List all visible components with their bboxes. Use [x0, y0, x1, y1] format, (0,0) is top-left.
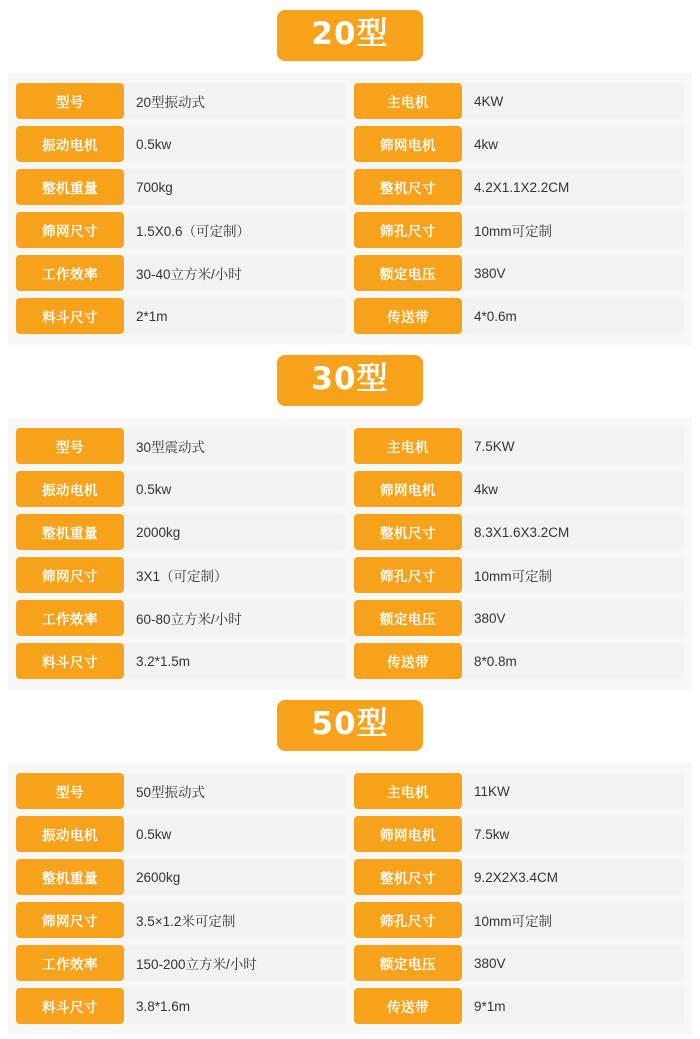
spec-label: 整机尺寸: [354, 169, 462, 205]
spec-value: 30-40立方米/小时: [124, 255, 346, 291]
spec-label: 传送带: [354, 988, 462, 1024]
spec-cell-pair: [354, 169, 684, 205]
table-row: [16, 83, 684, 119]
spec-cell-pair: [16, 600, 346, 636]
spec-cell-pair: [16, 212, 346, 248]
spec-cell-pair: [16, 428, 346, 464]
spec-label: 工作效率: [16, 945, 124, 981]
spec-label: 工作效率: [16, 600, 124, 636]
spec-cell-pair: [354, 255, 684, 291]
spec-cell-pair: [354, 773, 684, 809]
spec-value: 7.5kw: [462, 816, 684, 852]
spec-value: 380V: [462, 600, 684, 636]
spec-label: 整机重量: [16, 169, 124, 205]
spec-value: 0.5kw: [124, 816, 346, 852]
spec-label: 整机重量: [16, 859, 124, 895]
spec-value: 3X1（可定制）: [124, 557, 346, 593]
table-row: [16, 816, 684, 852]
spec-value: 2600kg: [124, 859, 346, 895]
spec-cell-pair: [354, 600, 684, 636]
table-row: [16, 169, 684, 205]
spec-cell-pair: [16, 988, 346, 1024]
table-row: [16, 988, 684, 1024]
spec-cell-pair: [16, 816, 346, 852]
spec-label: 工作效率: [16, 255, 124, 291]
spec-label: 型号: [16, 773, 124, 809]
spec-cell-pair: [354, 83, 684, 119]
table-row: [16, 600, 684, 636]
spec-value: 0.5kw: [124, 471, 346, 507]
spec-label: 传送带: [354, 298, 462, 334]
spec-label: 料斗尺寸: [16, 988, 124, 1024]
spec-value: 11KW: [462, 773, 684, 809]
spec-value: 30型震动式: [124, 428, 346, 464]
spec-cell-pair: [354, 298, 684, 334]
spec-cell-pair: [354, 126, 684, 162]
section-title-wrap: [0, 345, 700, 418]
spec-cell-pair: [354, 945, 684, 981]
spec-cell-pair: [16, 902, 346, 938]
spec-label: 主电机: [354, 773, 462, 809]
spec-label: 筛网电机: [354, 816, 462, 852]
spec-label: 筛网尺寸: [16, 557, 124, 593]
section-title-badge: 30型: [277, 355, 422, 406]
spec-cell-pair: [16, 169, 346, 205]
spec-value: 3.2*1.5m: [124, 643, 346, 679]
table-row: [16, 557, 684, 593]
spec-value: 9.2X2X3.4CM: [462, 859, 684, 895]
spec-value: 3.5×1.2米可定制: [124, 902, 346, 938]
spec-label: 型号: [16, 83, 124, 119]
spec-value: 9*1m: [462, 988, 684, 1024]
spec-cell-pair: [354, 212, 684, 248]
spec-table: [8, 763, 692, 1035]
spec-value: 3.8*1.6m: [124, 988, 346, 1024]
spec-value: 0.5kw: [124, 126, 346, 162]
spec-label: 整机重量: [16, 514, 124, 550]
spec-value: 10mm可定制: [462, 212, 684, 248]
spec-cell-pair: [16, 298, 346, 334]
spec-value: 380V: [462, 945, 684, 981]
spec-label: 主电机: [354, 428, 462, 464]
spec-cell-pair: [16, 643, 346, 679]
spec-label: 型号: [16, 428, 124, 464]
spec-label: 整机尺寸: [354, 514, 462, 550]
table-row: [16, 773, 684, 809]
table-row: [16, 255, 684, 291]
spec-label: 主电机: [354, 83, 462, 119]
table-row: [16, 126, 684, 162]
spec-cell-pair: [16, 945, 346, 981]
spec-value: 8.3X1.6X3.2CM: [462, 514, 684, 550]
spec-label: 额定电压: [354, 945, 462, 981]
table-row: [16, 945, 684, 981]
spec-label: 筛孔尺寸: [354, 902, 462, 938]
spec-value: 7.5KW: [462, 428, 684, 464]
spec-cell-pair: [354, 816, 684, 852]
spec-value: 10mm可定制: [462, 902, 684, 938]
spec-cell-pair: [354, 471, 684, 507]
spec-value: 4KW: [462, 83, 684, 119]
spec-cell-pair: [354, 643, 684, 679]
spec-value: 60-80立方米/小时: [124, 600, 346, 636]
spec-value: 700kg: [124, 169, 346, 205]
spec-label: 额定电压: [354, 255, 462, 291]
spec-cell-pair: [16, 126, 346, 162]
table-row: [16, 471, 684, 507]
spec-value: 380V: [462, 255, 684, 291]
table-row: [16, 298, 684, 334]
spec-cell-pair: [354, 988, 684, 1024]
spec-value: 8*0.8m: [462, 643, 684, 679]
spec-label: 振动电机: [16, 471, 124, 507]
table-row: [16, 643, 684, 679]
spec-value: 2*1m: [124, 298, 346, 334]
spec-label: 额定电压: [354, 600, 462, 636]
spec-cell-pair: [354, 557, 684, 593]
spec-value: 4.2X1.1X2.2CM: [462, 169, 684, 205]
spec-cell-pair: [354, 902, 684, 938]
spec-cell-pair: [16, 514, 346, 550]
table-row: [16, 212, 684, 248]
spec-cell-pair: [16, 471, 346, 507]
spec-value: 4kw: [462, 126, 684, 162]
spec-label: 筛孔尺寸: [354, 557, 462, 593]
spec-label: 筛孔尺寸: [354, 212, 462, 248]
spec-cell-pair: [16, 557, 346, 593]
section-title-wrap: [0, 690, 700, 763]
spec-value: 10mm可定制: [462, 557, 684, 593]
spec-label: 振动电机: [16, 126, 124, 162]
spec-label: 传送带: [354, 643, 462, 679]
table-row: [16, 428, 684, 464]
spec-label: 振动电机: [16, 816, 124, 852]
spec-value: 4kw: [462, 471, 684, 507]
spec-table: [8, 418, 692, 690]
spec-section: [0, 0, 700, 345]
spec-section: [0, 690, 700, 1035]
spec-value: 20型振动式: [124, 83, 346, 119]
spec-cell-pair: [354, 514, 684, 550]
spec-label: 筛网电机: [354, 126, 462, 162]
spec-cell-pair: [16, 773, 346, 809]
spec-label: 整机尺寸: [354, 859, 462, 895]
spec-label: 筛网电机: [354, 471, 462, 507]
table-row: [16, 902, 684, 938]
spec-value: 1.5X0.6（可定制）: [124, 212, 346, 248]
spec-cell-pair: [354, 859, 684, 895]
spec-label: 料斗尺寸: [16, 298, 124, 334]
spec-label: 料斗尺寸: [16, 643, 124, 679]
section-title-wrap: [0, 0, 700, 73]
spec-section: [0, 345, 700, 690]
spec-cell-pair: [354, 428, 684, 464]
spec-cell-pair: [16, 859, 346, 895]
spec-value: 2000kg: [124, 514, 346, 550]
spec-value: 4*0.6m: [462, 298, 684, 334]
spec-value: 50型振动式: [124, 773, 346, 809]
spec-cell-pair: [16, 255, 346, 291]
section-title-badge: 20型: [277, 10, 422, 61]
spec-cell-pair: [16, 83, 346, 119]
section-title-badge: 50型: [277, 700, 422, 751]
spec-label: 筛网尺寸: [16, 212, 124, 248]
spec-table: [8, 73, 692, 345]
spec-value: 150-200立方米/小时: [124, 945, 346, 981]
table-row: [16, 859, 684, 895]
spec-label: 筛网尺寸: [16, 902, 124, 938]
table-row: [16, 514, 684, 550]
